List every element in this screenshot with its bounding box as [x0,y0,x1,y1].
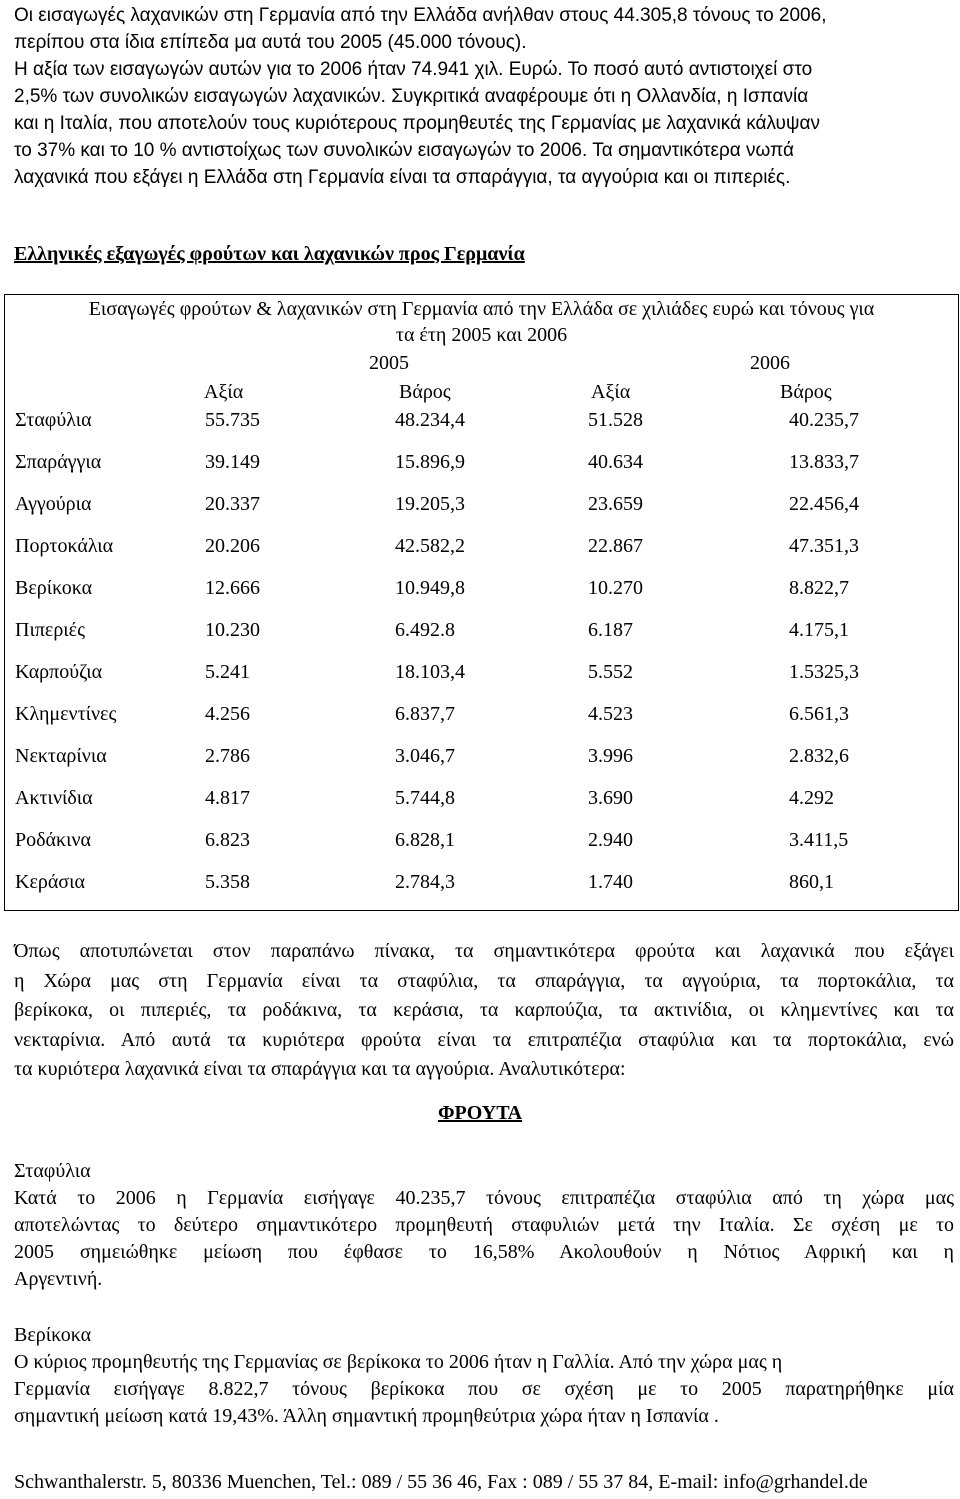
table-cell: 6.187 [588,619,633,641]
table-cell: 5.241 [205,661,250,683]
year-header: 2005 [369,352,409,374]
section-heading: Ελληνικές εξαγωγές φρούτων και λαχανικών προς Γερμανία [14,243,525,265]
column-header: Αξία [591,381,631,403]
summary-line: βερίκοκα, οι πιπεριές, τα ροδάκινα, τα κεράσια, τα καρπούζια, τα ακτινίδια, οι κλημεντίνες και τα [14,999,954,1021]
table-cell: 3.690 [588,787,633,809]
table-cell: 40.634 [588,451,643,473]
table-cell: 3.411,5 [789,829,849,851]
table-cell: 20.206 [205,535,260,557]
table-row-label: Καρπούζια [15,661,103,683]
table-cell: 18.103,4 [395,661,465,683]
table-cell: 4.175,1 [789,619,849,641]
footer-address: Schwanthalerstr. 5, 80336 Muenchen, Tel.: 089 / 55 36 46, Fax : 089 / 55 37 84, E-mail: info@grhandel.de [14,1471,868,1493]
summary-paragraph [14,937,954,1085]
table-row-label: Αγγούρια [15,493,92,515]
table-row-label: Βερίκοκα [15,577,93,599]
table-cell: 42.582,2 [395,535,465,557]
column-header: Βάρος [399,381,451,403]
table-cell: 4.256 [205,703,250,725]
summary-line: η Χώρα μας στη Γερμανία είναι τα σταφύλια, τα σπαράγγια, τα αγγούρια, τα πορτοκάλια, τα [14,969,954,992]
table-caption: Εισαγωγές φρούτων & λαχανικών στη Γερμανία από την Ελλάδα σε χιλιάδες ευρώ και τόνους για [88,298,875,320]
intro-paragraph [14,2,950,191]
table-cell: 3.046,7 [395,745,455,767]
apricots-title: Βερίκοκα [14,1324,92,1346]
table-cell: 1.5325,3 [789,661,859,683]
apricots-section [14,1322,954,1430]
apricots-line: Ο κύριος προμηθευτής της Γερμανίας σε βερίκοκα το 2006 ήταν η Γαλλία. Από την χώρα μας η [14,1351,783,1373]
table-cell: 5.552 [588,661,633,683]
apricots-line: σημαντική μείωση κατά 19,43%. Άλλη σημαντική προμηθεύτρια χώρα ήταν η Ισπανία . [14,1405,719,1427]
apricots-line: Γερμανία εισήγαγε 8.822,7 τόνους βερίκοκα που σε σχέση με το 2005 παρατηρήθηκε μία [14,1378,954,1400]
table-cell: 39.149 [205,451,260,473]
table-cell: 6.823 [205,829,250,851]
table-cell: 5.744,8 [395,787,455,809]
table-cell: 12.666 [205,577,260,599]
grapes-title: Σταφύλια [14,1160,91,1182]
table-row-label: Νεκταρίνια [15,745,107,767]
table-cell: 22.456,4 [789,493,859,515]
table-caption: τα έτη 2005 και 2006 [395,324,568,346]
intro-line: Η αξία των εισαγωγών αυτών για το 2006 ήταν 74.941 χιλ. Ευρώ. Το ποσό αυτό αντιστοιχεί στο [14,59,813,80]
table-cell: 10.230 [205,619,260,641]
table-cell: 48.234,4 [395,409,465,431]
grapes-section [14,1158,954,1293]
year-header: 2006 [750,352,790,374]
intro-line: Οι εισαγωγές λαχανικών στη Γερμανία από την Ελλάδα ανήλθαν στους 44.305,8 τόνους το 2006, [14,5,827,26]
table-cell: 860,1 [789,871,834,893]
table-cell: 20.337 [205,493,260,515]
table-cell: 15.896,9 [395,451,465,473]
table-cell: 6.561,3 [789,703,849,725]
fruits-heading: ΦΡΟΥΤΑ [437,1102,523,1124]
table-cell: 1.740 [588,871,633,893]
intro-line: και η Ιταλία, που αποτελούν τους κυριότερους προμηθευτές της Γερμανίας με λαχανικά κάλυψαν [14,113,820,134]
table-row-label: Σταφύλια [15,409,92,431]
summary-line: Όπως αποτυπώνεται στον παραπάνω πίνακα, τα σημαντικότερα φρούτα και λαχανικά που εξάγει [14,940,954,962]
table-cell: 2.786 [205,745,250,767]
table-cell: 23.659 [588,493,643,515]
intro-line: το 37% και το 10 % αντιστοίχως των συνολικών εισαγωγών το 2006. Τα σημαντικότερα νωπά [14,140,794,161]
table-cell: 2.940 [588,829,633,851]
table-cell: 6.492.8 [395,619,455,641]
table-cell: 4.292 [789,787,834,809]
table-cell: 22.867 [588,535,643,557]
table-cell: 4.817 [205,787,250,809]
table-row-label: Κεράσια [15,871,85,893]
table-cell: 4.523 [588,703,633,725]
table-cell: 6.837,7 [395,703,455,725]
summary-line: νεκταρίνια. Από αυτά τα κυριότερα φρούτα είναι τα επιτραπέζια σταφύλια και τα πορτοκάλια, ενώ [14,1028,954,1051]
column-header: Βάρος [780,381,832,403]
grapes-line: Αργεντινή. [14,1268,103,1290]
table-cell: 2.784,3 [395,871,455,893]
table-row-label: Κλημεντίνες [15,703,117,725]
table-cell: 5.358 [205,871,250,893]
grapes-line: Κατά το 2006 η Γερμανία εισήγαγε 40.235,7 τόνους επιτραπέζια σταφύλια από τη χώρα μας [14,1187,954,1209]
table-row-label: Πορτοκάλια [15,535,114,557]
column-header: Αξία [204,381,244,403]
table-cell: 13.833,7 [789,451,859,473]
intro-line: 2,5% των συνολικών εισαγωγών λαχανικών. Συγκριτικά αναφέρουμε ότι η Ολλανδία, η Ισπανία [14,86,809,107]
table-cell: 19.205,3 [395,493,465,515]
table-row-label: Σπαράγγια [15,451,102,473]
table-cell: 51.528 [588,409,643,431]
table-row-label: Ροδάκινα [15,829,92,851]
imports-table [4,294,959,911]
table-cell: 2.832,6 [789,745,849,767]
table-row-label: Ακτινίδια [15,787,93,809]
table-cell: 3.996 [588,745,633,767]
intro-line: λαχανικά που εξάγει η Ελλάδα στη Γερμανία είναι τα σπαράγγια, τα αγγούρια και οι πιπεριές. [14,167,791,188]
table-cell: 6.828,1 [395,829,455,851]
grapes-line: 2005 σημειώθηκε μείωση που έφθασε το 16,58% Ακολουθούν η Νότιος Αφρική και η [14,1241,954,1263]
table-row-label: Πιπεριές [15,619,85,641]
table-cell: 10.270 [588,577,643,599]
intro-line: περίπου στα ίδια επίπεδα μα αυτά του 2005 (45.000 τόνους). [14,32,527,53]
table-cell: 55.735 [205,409,260,431]
table-cell: 40.235,7 [789,409,859,431]
table-cell: 8.822,7 [789,577,849,599]
table-cell: 10.949,8 [395,577,465,599]
table-cell: 47.351,3 [789,535,859,557]
grapes-line: αποτελώντας το δεύτερο σημαντικότερο προμηθευτή σταφυλιών μετά την Ιταλία. Σε σχέση με το [14,1214,954,1236]
summary-line: τα κυριότερα λαχανικά είναι τα σπαράγγια και τα αγγούρια. Αναλυτικότερα: [14,1058,626,1080]
